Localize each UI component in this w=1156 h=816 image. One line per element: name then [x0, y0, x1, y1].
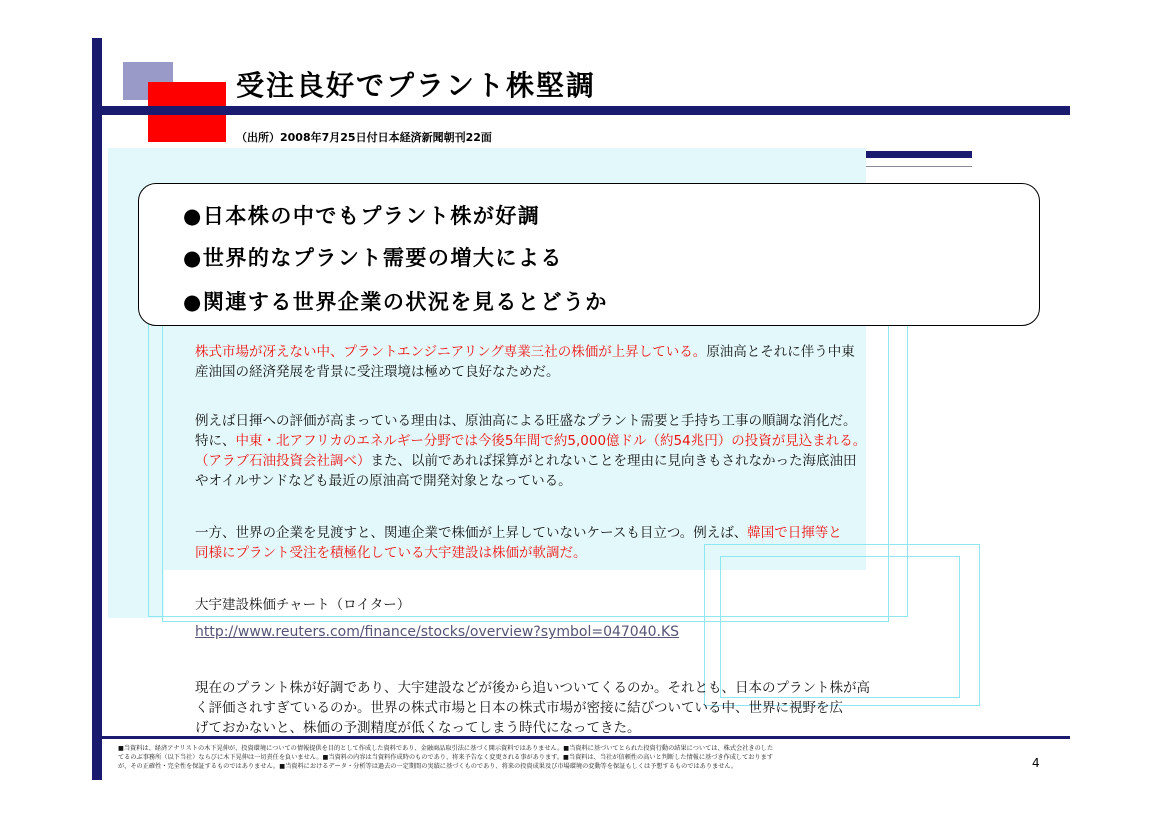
paragraph-text: 一方、世界の企業を見渡すと、関連企業で株価が上昇していないケースも目立つ。例えば、: [195, 525, 748, 541]
paragraph-1: [195, 342, 855, 382]
paragraph-text: 原油高とそれに伴う中東: [706, 344, 855, 360]
highlight-text: 中東・北アフリカのエネルギー分野では今後5年間で約5,000億ドル（約54兆円）の投資が見込まれる。: [235, 433, 867, 449]
chart-caption: 大宇建設株価チャート（ロイター）: [195, 597, 411, 613]
key-point: ●関連する世界企業の状況を見るとどうか: [183, 290, 608, 314]
paragraph-text: 現在のプラント株が好調であり、大宇建設などが後から追いついてくるのか。それとも、日本のプラント株が高: [195, 680, 870, 696]
slide-title: 受注良好でプラント株堅調: [236, 69, 597, 102]
paragraph-text: また、以前であれば採算がとれないことを理由に見向きもされなかった海底油田: [370, 453, 857, 469]
highlight-text: 韓国で日揮等と: [747, 525, 842, 541]
disclaimer-line: ■当資料は、経済アナリストの木下晃伸が、投資環境についての情報提供を目的として作成した資料であり、金融商品取引法に基づく開示資料ではありません。■当資料に基づいてとられた投資行動の結果については、株式会社きのした: [118, 745, 774, 752]
paragraph-text: 特に、: [195, 433, 236, 449]
paragraph-text: げておかないと、株価の予測精度が低くなってしまう時代になってきた。: [195, 720, 641, 736]
key-point: ●日本株の中でもプラント株が好調: [183, 204, 541, 228]
source-note: （出所）2008年7月25日付日本経済新聞朝刊22面: [236, 131, 492, 144]
paragraph-2: [195, 411, 866, 491]
paragraph-text: やオイルサンドなども最近の原油高で開発対象となっている。: [195, 473, 572, 489]
key-point: ●世界的なプラント需要の増大による: [183, 246, 563, 270]
paragraph-text: 産油国の経済発展を背景に受注環境は極めて良好なためだ。: [195, 364, 560, 380]
disclaimer: [118, 744, 998, 771]
left-accent-bar: [92, 38, 102, 780]
paragraph-5: [195, 678, 870, 738]
page-number: 4: [1032, 756, 1040, 770]
highlight-text: 同様にプラント受注を積極化している大宇建設は株価が軟調だ。: [195, 545, 587, 561]
highlight-text: （アラブ石油投資会社調べ）: [195, 453, 371, 469]
disclaimer-line: が、その正確性・完全性を保証するものではありません。■当資料におけるデータ・分析等は過去の一定期間の実績に基づくものであり、将来の投資成果及び市場環境の変動等を保証もしくは予想するものではありません。: [118, 763, 738, 770]
disclaimer-line: てるのぶ事務所（以下当社）ならびに木下晃伸は一切責任を負いません。■当資料の内容は当資料作成時のものであり、将来予告なく変更される事があります。■当資料は、当社が信頼性の高いと判断した情報に基づき作成しております: [118, 754, 774, 761]
paragraph-text: 例えば日揮への評価が高まっている理由は、原油高による旺盛なプラント需要と手持ち工事の順調な消化だ。: [195, 413, 857, 429]
reuters-chart-link[interactable]: http://www.reuters.com/finance/stocks/overview?symbol=047040.KS: [195, 624, 680, 640]
title-underline: [102, 106, 1070, 115]
paragraph-text: く評価されすぎているのか。世界の株式市場と日本の株式市場が密接に結びついている中、世界に視野を広: [195, 700, 843, 716]
paragraph-3: [195, 523, 842, 563]
outline-frame: [720, 556, 960, 698]
footer-divider: [102, 736, 1070, 739]
highlight-text: 株式市場が冴えない中、プラントエンジニアリング専業三社の株価が上昇している。: [195, 344, 707, 360]
